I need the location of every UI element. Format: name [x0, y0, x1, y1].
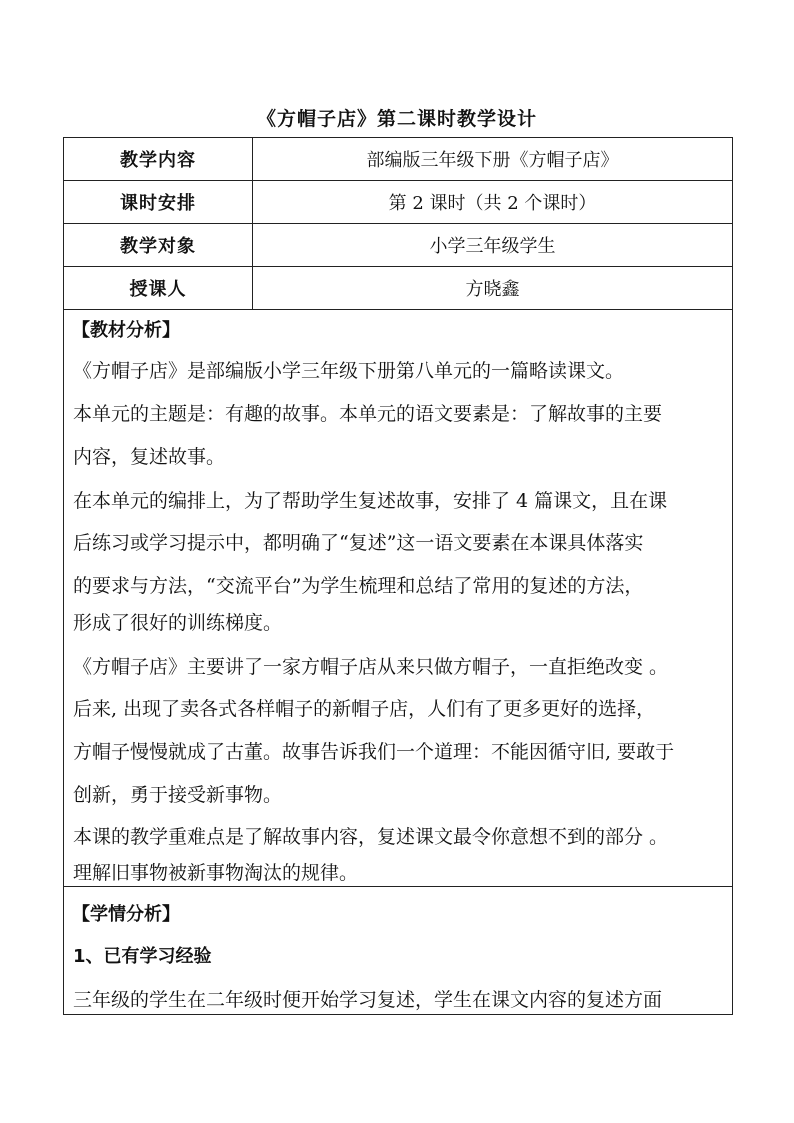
- table-row: [64, 224, 733, 267]
- row-value-schedule: 第 2 课时（共 2 个课时）: [253, 181, 733, 224]
- paragraph-line: 创新，勇于接受新事物。: [73, 784, 283, 806]
- paragraph-line: 后来, 出现了卖各式各样帽子的新帽子店，人们有了更多更好的选择，: [73, 698, 656, 720]
- paragraph-line: 后练习或学习提示中，都明确了“复述”这一语文要素在本课具体落实: [73, 532, 644, 554]
- row-value-audience: 小学三年级学生: [253, 224, 733, 267]
- table-row: [64, 138, 733, 181]
- paragraph-line: 《方帽子店》主要讲了一家方帽子店从来只做方帽子，一直拒绝改变 。: [73, 656, 669, 678]
- paragraph-line: 在本单元的编排上，为了帮助学生复述故事，安排了 4 篇课文，且在课: [73, 490, 668, 512]
- section-heading: 【教材分析】: [72, 320, 180, 341]
- subsection-heading: 1、已有学习经验: [73, 946, 212, 967]
- paragraph-line: 形成了很好的训练梯度。: [73, 612, 283, 634]
- student-analysis-section: [63, 886, 733, 1015]
- paragraph-line: 的要求与方法，“交流平台”为学生梳理和总结了常用的复述的方法，: [73, 575, 644, 597]
- paragraph-line: 本课的教学重难点是了解故事内容，复述课文最令你意想不到的部分 。: [73, 826, 669, 848]
- page-title: 《方帽子店》第二课时教学设计: [256, 108, 537, 130]
- paragraph-line: 《方帽子店》是部编版小学三年级下册第八单元的一篇略读课文。: [73, 360, 625, 382]
- row-label-audience: 教学对象: [64, 224, 253, 267]
- row-label-teacher: 授课人: [64, 267, 253, 310]
- paragraph-line: 内容，复述故事。: [73, 446, 226, 468]
- paragraph-line: 方帽子慢慢就成了古董。故事告诉我们一个道理：不能因循守旧, 要敢于: [73, 741, 675, 763]
- section-heading: 【学情分析】: [72, 904, 180, 925]
- paragraph-line: 理解旧事物被新事物淘汰的规律。: [73, 862, 359, 884]
- paragraph-line: 本单元的主题是：有趣的故事。本单元的语文要素是：了解故事的主要: [73, 403, 663, 425]
- table-row: [64, 181, 733, 224]
- row-value-content: 部编版三年级下册《方帽子店》: [253, 138, 733, 181]
- info-table: [63, 137, 733, 310]
- row-value-teacher: 方晓鑫: [253, 267, 733, 310]
- material-analysis-section: [63, 306, 733, 887]
- table-row: [64, 267, 733, 310]
- paragraph-line: 三年级的学生在二年级时便开始学习复述，学生在课文内容的复述方面: [73, 989, 663, 1011]
- row-label-content: 教学内容: [64, 138, 253, 181]
- row-label-schedule: 课时安排: [64, 181, 253, 224]
